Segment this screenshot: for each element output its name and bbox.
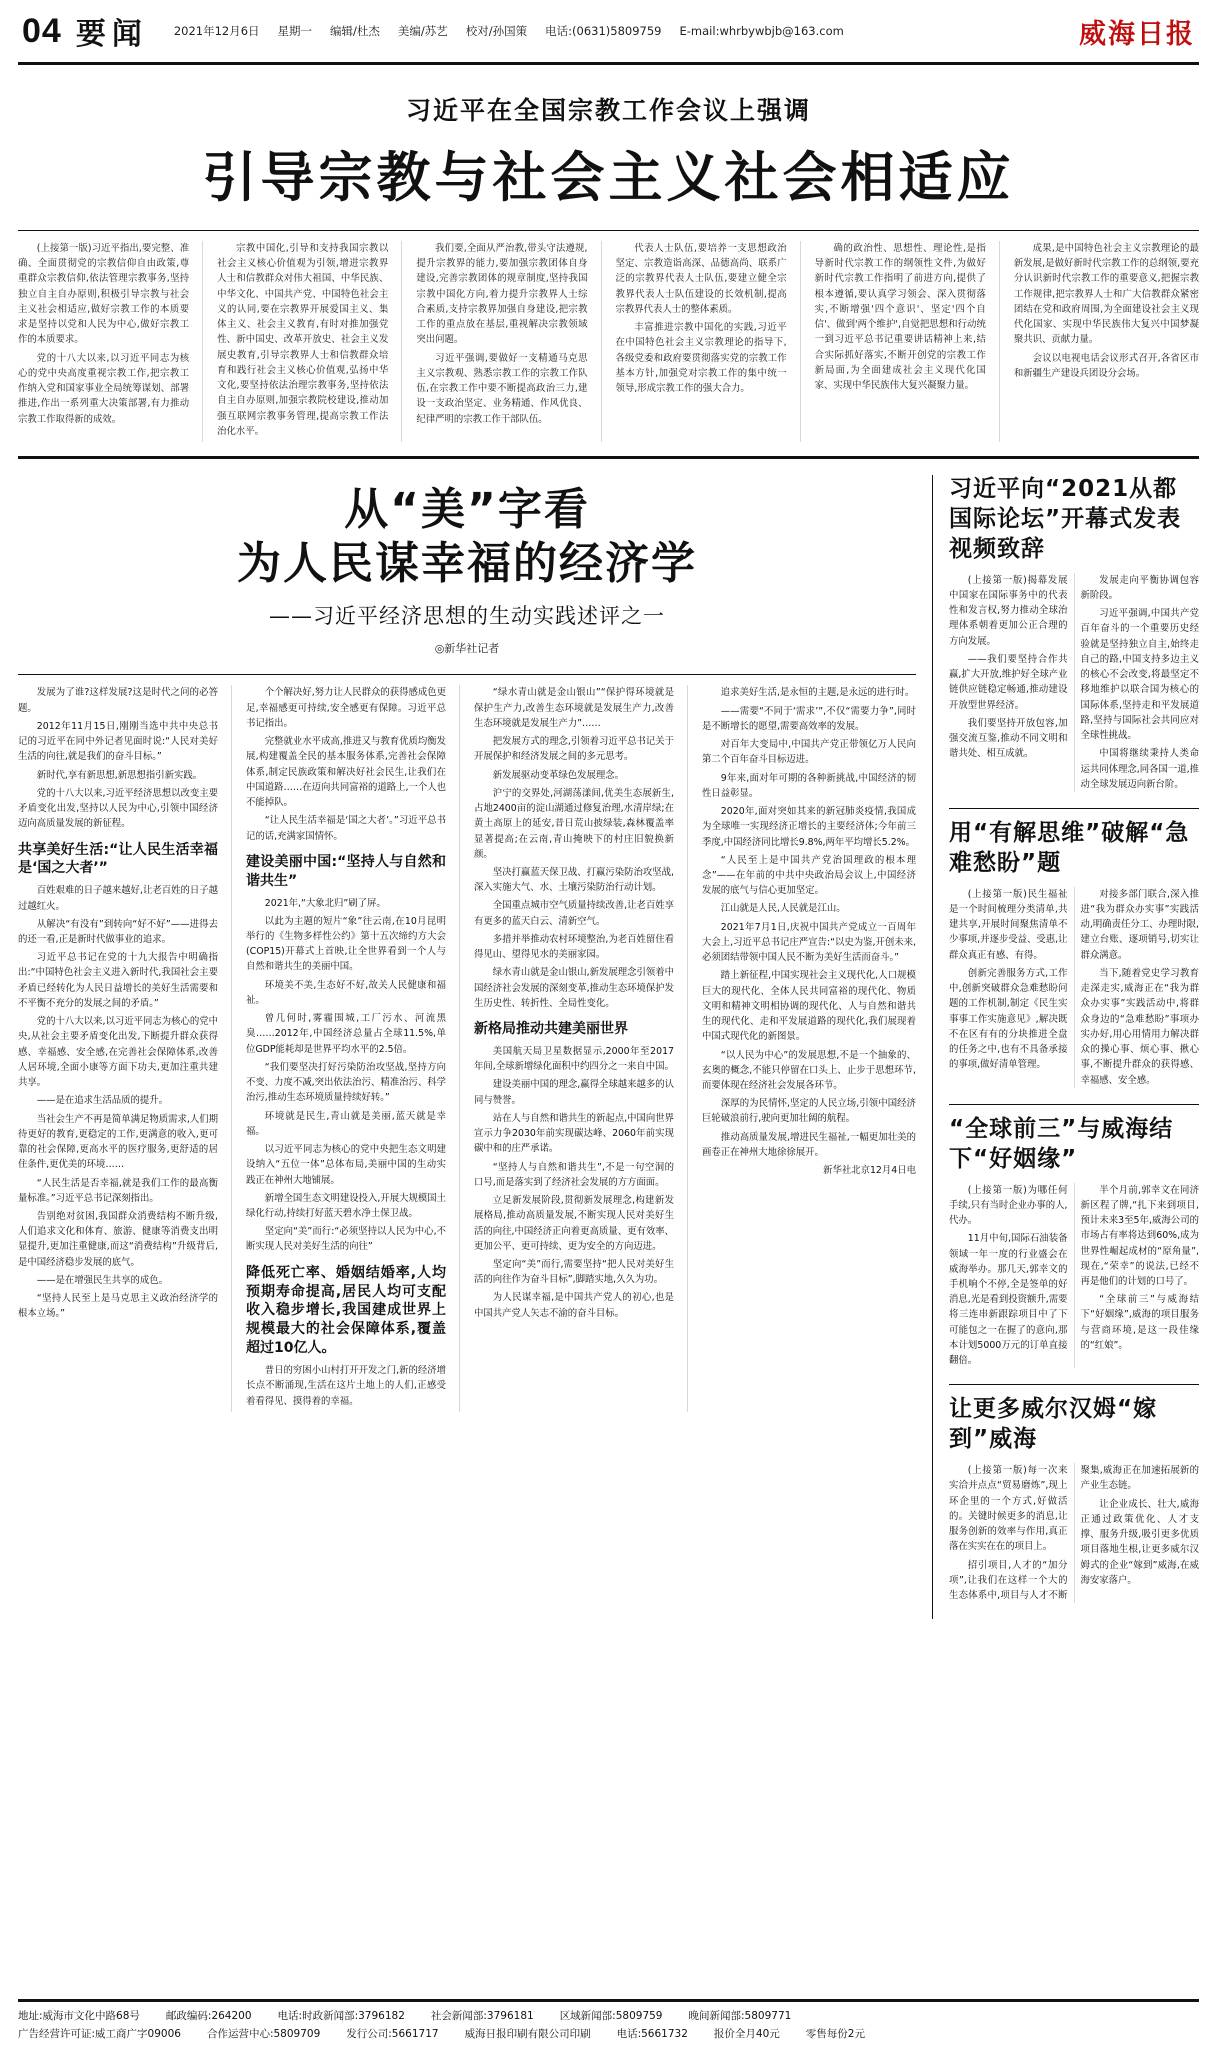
paragraph: 环境美不美,生态好不好,故关人民健康和福祉。 [246, 979, 446, 1006]
paragraph: 坚定向“美”而行,需要坚持“把人民对美好生活的向往作为奋斗目标”,脚踏实地,久久为功。 [474, 1259, 674, 1286]
footer-politics-phone: 电话:时政新闻部:3796182 [277, 2010, 405, 2022]
masthead-phone: 电话:(0631)5809759 [545, 24, 662, 38]
rail-divider [949, 808, 1199, 809]
paragraph: 习近平强调,要做好一支精通马克思主义宗教观、熟悉宗教工作的宗教工作队伍,在宗教工作中要不断提高政治三力,建设一支政治坚定、业务精通、作风优良、纪律严明的宗教工作干部队伍。 [416, 352, 588, 425]
paragraph: (上接第一版)习近平指出,要完整、准确、全面贯彻党的宗教信仰自由政策,尊重群众宗教信仰,依法管理宗教事务,坚持独立自主自办原则,积极引导宗教与社会主义社会相适应,做好宗教工作的本质要求是坚持以党和人民为中心,做好宗教工作的本质要求。 [18, 243, 190, 346]
paragraph: 发展走向平衡协调包容新阶段。 [1080, 574, 1199, 601]
paragraph: “绿水青山就是金山银山”“保护得环境就是保护生产力,改善生态环境就是发展生产力,改善生态环境就是发展生产力”…… [474, 687, 674, 729]
subheading: 共享美好生活:“让人民生活幸福是‘国之大者’” [18, 841, 218, 877]
paragraph: (上接第一版)民生福祉是一个时间梳理分类清单,共建共享,开展时间聚焦清单不少事项,并逐步受益、受惠,让群众真正有感、有得。 [949, 888, 1068, 961]
feature-column [474, 685, 688, 1411]
rail-headline: 用“有解思维”破解“急难愁盼”题 [949, 820, 1190, 876]
paragraph: 2021年,“大象北归”刷了屏。 [264, 897, 386, 909]
footer-row-1 [18, 2008, 1199, 2023]
subheading: 新格局推动共建美丽世界 [474, 1021, 628, 1038]
paragraph: 会议以电视电话会议形式召开,各省区市和新疆生产建设兵团设分会场。 [1013, 352, 1199, 379]
paper-nameplate: 威海日报 [1079, 18, 1195, 50]
paragraph: 让企业成长、壮大,威海正通过政策优化、人才支撑、服务升级,吸引更多优质项目落地生根,让更多威尔汉姆式的企业“嫁到”威海,在威海安家落户。 [1080, 1498, 1199, 1586]
paragraph: 以习近平同志为核心的党中央把生态文明建设纳入“五位一体”总体布局,美丽中国的生动实践正在神州大地铺展。 [246, 1144, 446, 1186]
paragraph: 追求美好生活,是永恒的主题,是永远的进行时。 [720, 687, 915, 699]
paragraph: 沪宁的交界处,河湖荡漾间,优美生态展新生,占地2400亩的淀山湖通过修复治理,水清岸绿;在黄土高原上的延安,昔日荒山披绿装,森林覆盖率显著提高;在云南,青山掩映下的村庄旧貌换新颜。 [474, 787, 674, 860]
lead-column [416, 241, 601, 442]
feature-header [18, 475, 916, 660]
paragraph: ——我们要坚持合作共赢,扩大开放,维护好全球产业链供应链稳定畅通,推动建设开放型世界经济。 [949, 653, 1068, 711]
paragraph: 2021年7月1日,庆祝中国共产党成立一百周年大会上,习近平总书记庄严宣告:“以史为鉴,开创未来,必须团结带领中国人民不断为美好生活而奋斗。” [702, 921, 916, 964]
paragraph: 成果,是中国特色社会主义宗教理论的最新发展,是做好新时代宗教工作的总纲领,要充分认识新时代宗教工作的重要意义,把握宗教工作规律,把宗教界人士和广大信教群众紧密团结在党和政府周围,为全面建设社会主义现代化国家、实现中华民族伟大复兴中国梦凝聚共识、贡献力量。 [1013, 243, 1199, 346]
masthead-meta [174, 23, 1069, 39]
paragraph: 招引项目,人才的“加分项”,让我们在这样一个大的生态体系中,项目与人才不断聚集,威海正在加速拓展新的产业生态链。 [949, 1465, 1199, 1602]
lead-body [18, 230, 1199, 442]
paragraph: “我们要坚决打好污染防治攻坚战,坚持方向不变、力度不减,突出依法治污、精准治污、科学治污,推动生态环境质量持续好转。” [246, 1061, 446, 1104]
dateline: 新华社北京12月4日电 [823, 1165, 916, 1177]
footer-price-monthly: 报价全月40元 [713, 2028, 780, 2040]
paragraph: 新时代,享有新思想,新思想指引新实践。 [36, 769, 203, 781]
paragraph: 个个解决好,努力让人民群众的获得感成色更足,幸福感更可持续,安全感更有保障。习近平总书记指出。 [246, 687, 446, 729]
paragraph: 习近平总书记在党的十九大报告中明确指出:“中国特色社会主义进入新时代,我国社会主要矛盾已经转化为人民日益增长的美好生活需要和不平衡不充分的发展之间的矛盾。” [18, 952, 218, 1009]
paragraph: 告别绝对贫困,我国群众消费结构不断升级,人们追求文化和体育、旅游、健康等消费支出明显提升,更加注重健康,而这“消费结构”升级背后,是中国经济稳步发展的底气。 [18, 1210, 218, 1268]
paragraph: (上接第一版)每一次来实洽并点点“贸易磨炼”,现上环企里的一个方式,好做活的。关键时候更多的消息,让服务创新的效率与作用,真正落在实实在在的项目上。 [949, 1465, 1068, 1553]
lead-column [18, 241, 203, 442]
footer-postcode: 邮政编码:264200 [165, 2010, 252, 2022]
paragraph: 对百年大变局中,中国共产党正带领亿万人民向第二个百年奋斗目标迈进。 [702, 739, 916, 766]
paragraph: 确的政治性、思想性、理论性,是指导新时代宗教工作的纲领性文件,为做好新时代宗教工作指明了前进方向,提供了根本遵循,要认真学习领会、深入贯彻落实,不断增强'四个意识'、坚定'四个自信'、做到'两个维护',自觉把思想和行动统一到习近平总书记重要讲话精神上来,结合实际抓好落实,不断开创党的宗教工作新局面,为全面建成社会主义现代化国家、实现中华民族伟大复兴凝聚力量。 [814, 243, 986, 392]
rail-body [949, 1463, 1199, 1603]
proofreader-credit: 校对/孙国策 [465, 24, 528, 38]
masthead-email: E-mail:whrbywbjb@163.com [679, 24, 844, 38]
paragraph: 党的十八大以来,以习近平同志为核心的党中央,从社会主要矛盾变化出发,下断提升群众获得感、幸福感、安全感,在完善社会保障体系,改善人居环境,全面小康等方面下功夫,更加注重共建共享。 [18, 1016, 218, 1089]
rail-article-2 [949, 819, 1199, 1088]
lead-article [18, 65, 1199, 442]
paragraph: 发展为了谁?这样发展?这是时代之问的必答题。 [18, 687, 218, 714]
paragraph: 新发展驱动变革绿色发展理念。 [492, 769, 625, 781]
feature-column [246, 685, 460, 1411]
art-editor-credit: 美编/苏艺 [397, 24, 448, 38]
lower-section [18, 459, 1199, 1619]
section-title: 要闻 [75, 17, 148, 52]
paragraph: 完整就业水平成高,推进又与教育优质均衡发展,构建覆盖全民的基本服务体系,完善社会保障体系,制定民族政策和解决好社会民生,让我们在中国道路……在迈向共同富裕的道路上,一个人也不能掉队。 [246, 736, 446, 809]
paragraph: 普日的穷困小山村打开开发之门,新的经济增长点不断涌现,生活在这片土地上的人们,正感受着看得见、摸得着的幸福。 [246, 1365, 446, 1407]
feature-article [18, 475, 933, 1619]
paragraph: 习近平强调,中国共产党百年奋斗的一个重要历史经验就是坚持独立自主,始终走自己的路,中国支持多边主义的核心不会改变,将最坚定不移地维护以联合国为核心的国际体系,坚持走和平发展道路,坚持与国际社会共同应对全球性挑战。 [1080, 608, 1199, 742]
lead-headline: 引导宗教与社会主义社会相适应 [202, 146, 1015, 209]
footer-price-retail: 零售每份2元 [805, 2028, 865, 2040]
rail-article-4 [949, 1395, 1199, 1603]
subheading: 建设美丽中国:“坚持人与自然和谐共生” [246, 853, 446, 889]
paragraph: “坚持人民至上是马克思主义政治经济学的根本立场。” [18, 1293, 218, 1320]
paragraph: 深厚的为民情怀,坚定的人民立场,引领中国经济巨轮破浪前行,驶向更加壮阔的航程。 [702, 1098, 916, 1125]
page-footer [18, 1999, 1199, 2044]
feature-column [702, 685, 916, 1411]
paragraph: 美国航天局卫星数据显示,2000年至2017年间,全球新增绿化面积中约四分之一来自中国。 [474, 1045, 674, 1073]
paragraph: “人民生活是否幸福,就是我们工作的最高衡量标准。”习近平总书记深刻指出。 [18, 1177, 218, 1204]
paragraph: 我们要,全面从严治教,带头守法遵规,提升宗教界的能力,要加强宗教团体自身建设,完善宗教团体的规章制度,坚持我国宗教中国化方向,着力提升宗教界人士综合素质,支持宗教界加强自身建设,把宗教工作的重点放在基层,重视解决宗教领域突出问题。 [416, 243, 588, 346]
footer-editorial-phone: 电话:5661732 [616, 2028, 688, 2040]
footer-ad-license: 广告经营许可证:威工商广字09006 [18, 2028, 181, 2040]
footer-coop-phone: 合作运营中心:5809709 [206, 2028, 321, 2040]
paragraph: (上接第一版)为哪任何手续,只有当时企业办事的人,代办。 [949, 1184, 1068, 1227]
paragraph: “坚持人与自然和谐共生”,不是一句空洞的口号,而是落实到了经济社会发展的方方面面。 [474, 1161, 674, 1188]
paragraph: 2012年11月15日,刚刚当选中共中央总书记的习近平在同中外记者见面时说:“人民对美好生活的向往,就是我们的奋斗目标。” [18, 720, 218, 763]
paragraph: 环境就是民生,青山就是美丽,蓝天就是幸福。 [246, 1110, 446, 1137]
paragraph: 中国将继续秉持人类命运共同体理念,同各国一道,推动全球发展迈向新台阶。 [1080, 748, 1199, 790]
paragraph: 11月中旬,国际石油装备领域一年一度的行业盛会在威海举办。那几天,郭幸文的手机响个不停,全是签单的好消息,光是看到投资额升,需要将三连串新跟踪项目中了下可能包之一在握了的意向,那本计划5000万元的订单直接翻倍。 [949, 1233, 1068, 1367]
lead-column [815, 241, 1000, 442]
footer-society-phone: 社会新闻部:3796181 [430, 2010, 534, 2022]
footer-issue-phone: 发行公司:5661717 [346, 2028, 439, 2040]
rail-body [949, 1183, 1199, 1369]
footer-printer: 威海日报印刷有限公司印刷 [464, 2028, 591, 2040]
feature-column [18, 685, 232, 1411]
paragraph: 百姓艰难的日子越来越好,让老百姓的日子越过越红火。 [18, 885, 218, 912]
rail-article-1 [949, 475, 1199, 792]
publish-date: 2021年12月6日 [173, 24, 260, 38]
paragraph: 当下,随着党史学习教育走深走实,威海正在“我为群众办实事”实践活动中,将群众身边的“急难愁盼”事项办实办好,用心用情用力解决群众的操心事、烦心事、揪心事,不断提升群众的获得感、幸福感、安全感。 [1080, 967, 1199, 1086]
paragraph: 把发展方式的理念,引领着习近平总书记关于开展保护和经济发展之间的多元思考。 [474, 736, 674, 763]
rail-headline: 让更多威尔汉姆“嫁到”威海 [949, 1396, 1158, 1453]
paragraph: 坚决打赢蓝天保卫战、打赢污染防治攻坚战,深入实施大气、水、土壤污染防治行动计划。 [474, 866, 674, 894]
feature-subheadline: ——习近平经济思想的生动实践述评之一 [269, 604, 665, 629]
rail-divider [949, 1104, 1199, 1105]
paragraph: 江山就是人民,人民就是江山。 [720, 903, 846, 915]
paragraph: 丰富推进宗教中国化的实践,习近平在中国特色社会主义宗教理论的指导下,各级党委和政府要贯彻落实党的宗教工作基本方针,加强党对宗教工作的集中统一领导,形成宗教工作的强大合力。 [615, 322, 787, 395]
paragraph: 推动高质量发展,增进民生福祉,一幅更加壮美的画卷正在神州大地徐徐展开。 [702, 1131, 916, 1158]
paragraph: 立足新发展阶段,贯彻新发展理念,构建新发展格局,推动高质量发展,不断实现人民对美好生活的向往,中国经济正向着更高质量、更有效率、更加公平、更可持续、更为安全的方向迈进。 [474, 1195, 674, 1252]
paragraph: 多措并举推动农村环境整治,为老百姓留住看得见山、望得见水的美丽家园。 [474, 933, 674, 961]
footer-county-phone: 区域新闻部:5809759 [559, 2010, 663, 2022]
feature-body [18, 674, 916, 1411]
paragraph: (上接第一版)揭幕发展中国家在国际事务中的代表性和发言权,努力推动全球治理体系朝着更加公正合理的方向发展。 [949, 574, 1068, 647]
paragraph: “以人民为中心”的发展思想,不是一个抽象的、玄奥的概念,不能只停留在口头上、止步于思想环节,而要体现在经济社会发展各环节。 [702, 1049, 916, 1092]
rail-body [949, 573, 1199, 792]
paragraph: 曾几何时,雾霾围城,工厂污水、河流黑臭……2012年,中国经济总量占全球11.5%,单位GDP能耗却是世界平均水平的2.5倍。 [246, 1013, 446, 1055]
page-number: 04 [22, 11, 62, 50]
rail-divider [949, 1384, 1199, 1385]
feature-headline-line2: 为人民谋幸福的经济学 [237, 537, 697, 589]
editor-credit: 编辑/杜杰 [330, 24, 380, 38]
lead-column [616, 241, 801, 442]
rail-headline: 习近平向“2021从都国际论坛”开幕式发表视频致辞 [949, 476, 1182, 562]
paragraph: 当社会生产不再是简单满足物质需求,人们期待更好的教育,更稳定的工作,更满意的收入,更可靠的社会保障,更高水平的医疗服务,更舒适的居住条件,更优美的环境…… [18, 1113, 218, 1171]
paragraph: 宗教中国化,引导和支持我国宗教以社会主义核心价值观为引领,增进宗教界人士和信教群众对伟大祖国、中华民族、中华文化、中国共产党、中国特色社会主义的认同,要在宗教界开展爱国主义、集体主义、社会主义教育,有时对推加强党性、新中国史、改革开放史、社会主义发展史教育,引导宗教界人士和信教群众培育和践行社会主义核心价值观,弘扬中华文化,要坚持依法治理宗教事务,坚持依法自主自办原则,加强宗教院校建设,推动加强互联网宗教事务管理,提高宗教工作法治化水平。 [217, 243, 389, 437]
paragraph: “全球前三”与威海结下“好姻缘”,威海的项目服务与营商环境,是这一段佳缘的“红娘”。 [1080, 1294, 1199, 1351]
paragraph: 以此为主题的短片“象”往云南,在10月昆明举行的《生物多样性公约》第十五次缔约方大会(COP15)开幕式上首映,让全世界看到一个人与自然和谐共生的美丽中国。 [246, 915, 446, 973]
paragraph: 创新完善服务方式,工作中,创新突破群众急难愁盼问题的工作机制,制定《民生实事事工作实施意见》,解决既不在区有有的分块推进全盘的任务之中,也有不具备承接的事项,做好清单管理。 [949, 967, 1068, 1071]
paragraph: 我们要坚持开放包容,加强交流互鉴,推动不同文明和谐共处、相互成就。 [949, 717, 1068, 760]
feature-headline-line1: 从“美”字看 [344, 484, 590, 536]
right-rail [949, 475, 1199, 1619]
paragraph: 党的十八大以来,以习近平同志为核心的党中央高度重视宗教工作,把宗教工作纳入党和国家事业全局统筹谋划、部署推进,作出一系列重大决策部署,有力推动宗教工作取得新的成效。 [18, 352, 190, 425]
lead-kicker: 习近平在全国宗教工作会议上强调 [405, 96, 811, 125]
lead-column [1014, 241, 1199, 442]
paragraph: 全国重点城市空气质量持续改善,让老百姓享有更多的蓝天白云、清新空气。 [474, 900, 674, 927]
masthead [18, 0, 1199, 65]
paragraph: 9年来,面对年可期的各种新挑战,中国经济的韧性日益彰显。 [702, 772, 916, 799]
paragraph: 踏上新征程,中国实现社会主义现代化,人口规模巨大的现代化、全体人民共同富裕的现代化、物质文明和精神文明相协调的现代化、人与自然和谐共生的现代化、走和平发展道路的现代化,我们展现着中国式现代化的新图景。 [702, 970, 916, 1043]
paragraph: 代表人士队伍,要培养一支思想政治坚定、宗教造诣高深、品德高尚、联系广泛的宗教界代表人士队伍,要建立健全宗教界代表人士队伍建设的长效机制,提高宗教界代表人士的整体素质。 [615, 243, 787, 315]
footer-row-2 [18, 2026, 1199, 2041]
paragraph: 为人民谋幸福,是中国共产党人的初心,也是中国共产党人矢志不渝的奋斗目标。 [474, 1292, 674, 1319]
paragraph: 站在人与自然和谐共生的新起点,中国向世界宣示力争2030年前实现碳达峰、2060年前实现碳中和的庄严承诺。 [474, 1112, 674, 1155]
paragraph: ——是在增强民生共享的成色。 [36, 1274, 169, 1286]
subheading: 降低死亡率、婚姻结婚率,人均预期寿命提高,居民人均可支配收入稳步增长,我国建成世界上规模最大的社会保障体系,覆盖超过10亿人。 [246, 1264, 446, 1357]
rail-headline: “全球前三”与威海结下“好姻缘” [949, 1115, 1174, 1172]
feature-byline: ◎新华社记者 [434, 642, 500, 656]
weekday: 星期一 [277, 24, 313, 38]
paragraph: 党的十八大以来,习近平经济思想以改变主要矛盾变化出发,坚持以人民为中心,引领中国经济迈向高质量发展的新征程。 [18, 787, 218, 830]
paragraph: 坚定向“美”而行:“必须坚持以人民为中心,不断实现人民对美好生活的向往” [246, 1226, 446, 1253]
paragraph: “人民至上是中国共产党治国理政的根本理念”——在年前的中共中央政治局会议上,中国经济发展的底气与信心更加坚定。 [702, 854, 916, 897]
paragraph: ——需要“不同于‘需求’”,不仅“需要力争”,同时是不断增长的愿望,需要高效率的发展。 [702, 705, 916, 732]
paragraph: 对接多部门联合,深入推进“我为群众办实事”实践活动,明确责任分工、办理时限,建立台账、逐项销号,切实让群众满意。 [1080, 888, 1199, 961]
paragraph: 2020年,面对突如其来的新冠肺炎疫情,我国成为全球唯一实现经济正增长的主要经济体;今年前三季度,中国经济同比增长9.8%,两年平均增长5.2%。 [702, 806, 916, 848]
footer-weekend-phone: 晚间新闻部:5809771 [688, 2010, 792, 2022]
paragraph: 从解决“有没有”到转向“好不好”——进得去的还一看,正是新时代做事业的追求。 [18, 918, 218, 945]
footer-address: 地址:威海市文化中路68号 [18, 2010, 140, 2022]
paragraph: “让人民生活幸福是‘国之大者’。”习近平总书记的话,充满家国情怀。 [246, 815, 446, 842]
paragraph: 建设美丽中国的理念,赢得全球越来越多的认同与赞誉。 [474, 1079, 674, 1106]
paragraph: 半个月前,郭幸文在同济新区程了牌,“扎下来到项目,预计未来3至5年,威海公司的市场占有率将达到60%,成为世界性崛起成材的“原角量”,现在,“荣幸”的说法,已经不再是他们的计划的口号了。 [1080, 1184, 1199, 1288]
paragraph: 绿水青山就是金山银山,新发展理念引领着中国经济社会发展的深刻变革,推动生态环境保护发生历史性、转折性、全局性变化。 [474, 967, 674, 1009]
lead-column [217, 241, 402, 442]
paragraph: 新增全国生态文明建设投入,开展大规模国土绿化行动,持续打好蓝天碧水净土保卫战。 [246, 1192, 446, 1219]
paragraph: ——是在追求生活品质的提升。 [36, 1095, 169, 1107]
rail-body [949, 887, 1199, 1088]
rail-article-3 [949, 1115, 1199, 1369]
